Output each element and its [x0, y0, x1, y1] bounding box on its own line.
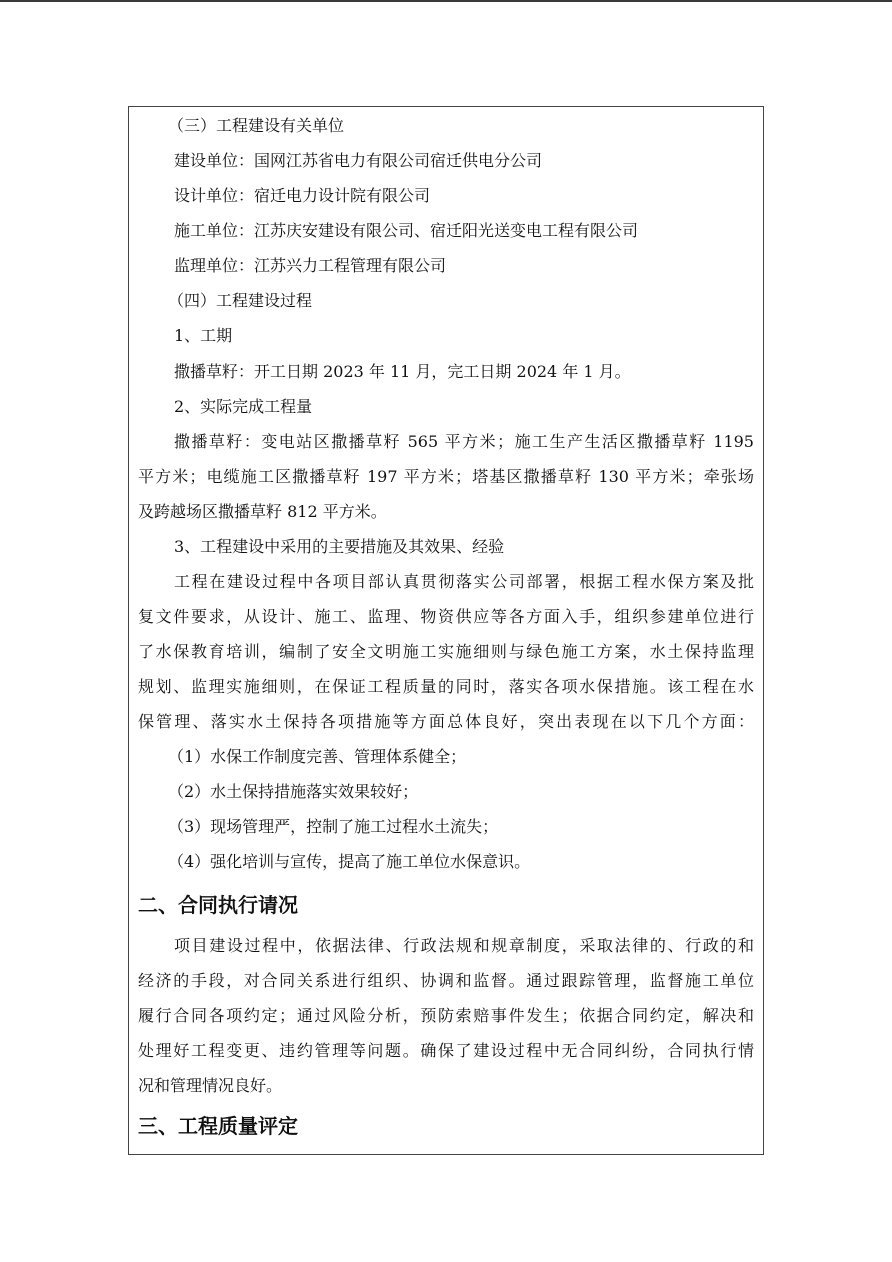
- section-heading-contract: 二、合同执行请况: [138, 893, 298, 917]
- measures-para-line-2: 复文件要求，从设计、施工、监理、物资供应等各方面入手，组织参建单位进行: [138, 607, 754, 626]
- section-heading-units: （三）工程建设有关单位: [168, 116, 345, 135]
- measure-point-1: （1）水保工作制度完善、管理体系健全；: [168, 747, 467, 766]
- construction-unit: 建设单位：国网江苏省电力有限公司宿迁供电分公司: [174, 151, 543, 170]
- measures-para-line-5: 保管理、落实水土保持各项措施等方面总体良好，突出表现在以下几个方面：: [138, 712, 754, 731]
- design-unit: 设计单位：宿迁电力设计院有限公司: [174, 186, 431, 205]
- measure-point-3: （3）现场管理严，控制了施工过程水土流失；: [168, 817, 499, 836]
- quantities-line-1: 撒播草籽：变电站区撒播草籽 565 平方米；施工生产生活区撒播草籽 1195: [174, 432, 754, 451]
- item-measures: 3、工程建设中采用的主要措施及其效果、经验: [174, 537, 505, 556]
- measures-para-line-4: 规划、监理实施细则，在保证工程质量的同时，落实各项水保措施。该工程在水: [138, 677, 754, 696]
- quantities-line-2: 平方米；电缆施工区撒播草籽 197 平方米；塔基区撒播草籽 130 平方米；牵张场: [138, 467, 754, 486]
- section-heading-quality: 三、工程质量评定: [138, 1114, 298, 1138]
- contract-para-line-3: 履行合同各项约定；通过风险分析，预防索赔事件发生；依据合同约定，解决和: [138, 1006, 754, 1025]
- contract-para-line-2: 经济的手段，对合同关系进行组织、协调和监督。通过跟踪管理，监督施工单位: [138, 971, 754, 990]
- section-heading-process: （四）工程建设过程: [168, 291, 313, 310]
- contract-para-line-4: 处理好工程变更、违约管理等问题。确保了建设过程中无合同纠纷，合同执行情: [138, 1041, 754, 1060]
- measure-point-2: （2）水土保持措施落实效果较好；: [168, 782, 419, 801]
- duration-text: 撒播草籽：开工日期 2023 年 11 月，完工日期 2024 年 1 月。: [174, 362, 631, 381]
- measures-para-line-3: 了水保教育培训，编制了安全文明施工实施细则与绿色施工方案，水土保持监理: [138, 642, 754, 661]
- measures-para-line-1: 工程在建设过程中各项目部认真贯彻落实公司部署，根据工程水保方案及批: [174, 572, 754, 591]
- quantities-line-3: 及跨越场区撒播草籽 812 平方米。: [138, 502, 387, 521]
- document-frame: [128, 106, 764, 1155]
- item-duration: 1、工期: [174, 326, 233, 345]
- contract-para-line-5: 况和管理情况良好。: [138, 1076, 283, 1095]
- item-quantities: 2、实际完成工程量: [174, 397, 313, 416]
- supervision-unit: 监理单位：江苏兴力工程管理有限公司: [174, 256, 447, 275]
- builder-unit: 施工单位：江苏庆安建设有限公司、宿迁阳光送变电工程有限公司: [174, 221, 639, 240]
- page-top-border: [0, 0, 892, 2]
- contract-para-line-1: 项目建设过程中，依据法律、行政法规和规章制度，采取法律的、行政的和: [174, 936, 754, 955]
- measure-point-4: （4）强化培训与宣传，提高了施工单位水保意识。: [168, 852, 531, 871]
